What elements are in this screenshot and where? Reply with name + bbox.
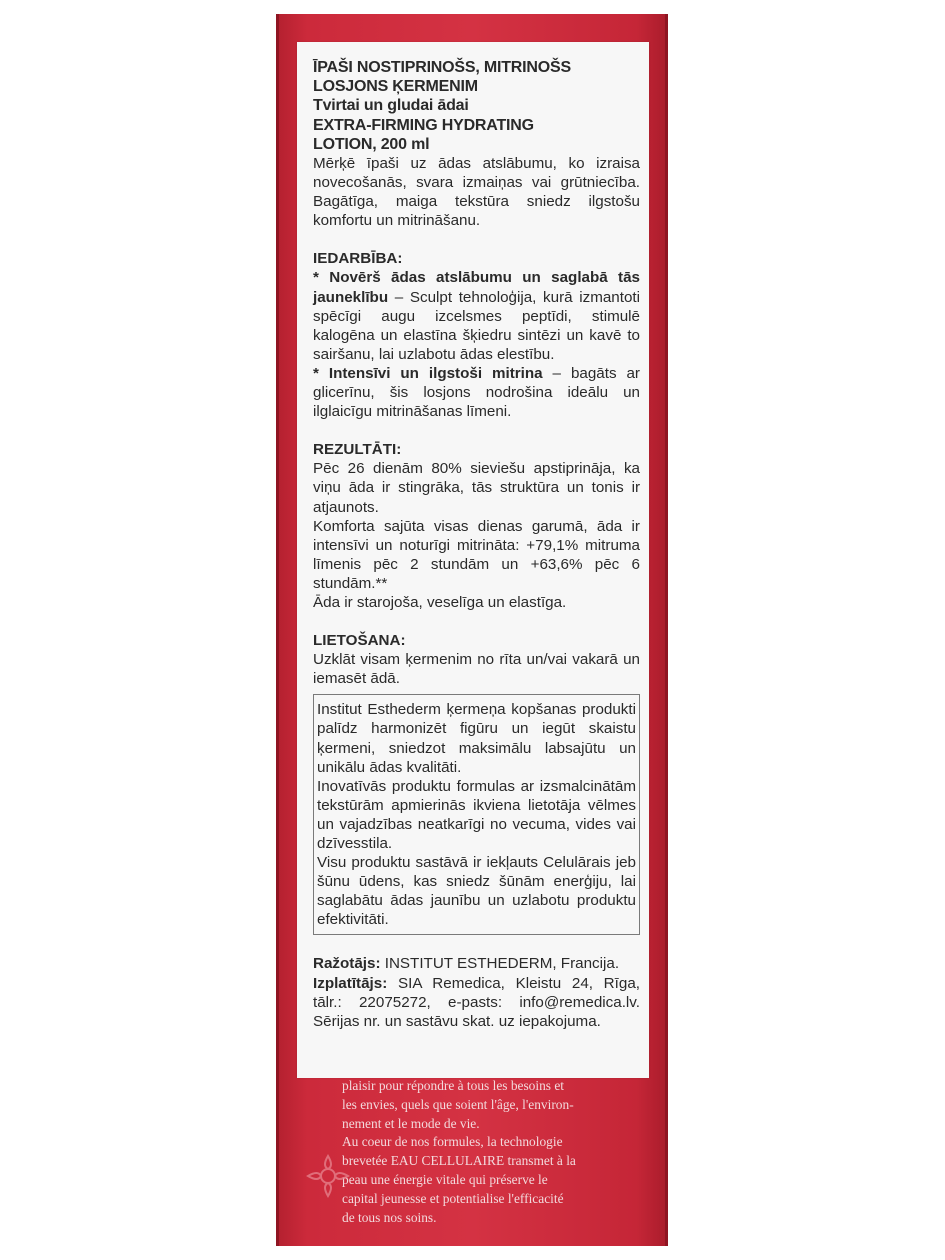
action-item-1-text: – Sculpt tehnoloģija, kurā izmantoti spēcīgi augu izcelsmes peptīdi, stimulē kalogēna un elastīna šķiedru sintēzi un kavē to sairšanu, lai uzlabotu ādas elestību. [313,288,640,363]
title-line: ĪPAŠI NOSTIPRINOŠS, MITRINOŠS [313,59,571,76]
intro-text: Mērķē īpaši uz ādas atslābumu, ko izraisa novecošanās, svara izmaiņas vai grūtniecība. Bagātīga, maiga tekstūra sniedz ilgstošu komfortu un mitrināšanu. [313,155,640,230]
french-line: peau une énergie vitale qui préserve le [342,1171,548,1187]
french-line: de tous nos soins. [342,1209,437,1225]
action-item-2-text: – bagāts ar glicerīnu, šis losjons nodrošina ideālu un ilglaicīgu mitrināšanas līmeni. [313,364,640,421]
title-line: EXTRA-FIRMING HYDRATING [313,116,534,134]
manufacturer-value: INSTITUT ESTHEDERM, Francija. [380,955,620,973]
french-line: les envies, quels que soient l'âge, l'environ- [342,1096,574,1112]
brand-info-1: Institut Esthederm ķermeņa kopšanas produkti palīdz harmonizēt figūru un iegūt skaistu ķermeni, sniedzot maksimālu labsajūtu un unikālu ādas kvalitāti. [317,701,636,776]
brand-info-box [313,694,640,935]
action-heading: IEDARBĪBA: [313,250,403,268]
brand-info-3: Visu produktu sastāvā ir iekļauts Celulārais jeb šūnu ūdens, kas sniedz šūnām enerģiju, lai saglabātu ādas jaunību un uzlabotu produktu efektivitāti. [317,854,636,929]
box-edge-right [665,14,668,1246]
french-line: plaisir pour répondre à tous les besoins et [342,1078,565,1093]
results-heading: REZULTĀTI: [313,441,402,459]
title-line: LOTION, 200 ml [313,135,430,153]
action-item-2 [313,364,640,421]
action-item-1-title: * Novērš ādas atslābumu un saglabā tās jauneklību [313,269,640,306]
french-line: nement et le mode de vie. [342,1115,480,1131]
product-title [313,58,640,154]
usage-text: Uzklāt visam ķermenim no rīta un/vai vakarā un iemasēt ādā. [313,651,640,688]
title-line: Tvirtai un gludai ādai [313,97,469,115]
results-text-3: Āda ir starojoša, veselīga un elastīga. [313,593,567,611]
french-line: capital jeunesse et potentialise l'efficacité [342,1190,564,1206]
distributor-value: SIA Remedica, Kleistu 24, Rīga, tālr.: 22075272, e-pasts: info@remedica.lv. Sērijas nr. un sastāvu skat. uz iepakojuma. [313,974,640,1030]
french-line: brevetée EAU CELLULAIRE transmet à la [342,1153,576,1169]
distributor-label: Izplatītājs: [313,974,388,992]
action-item-2-title: * Intensīvi un ilgstoši mitrina [313,364,543,382]
box-edge-left [276,14,279,1246]
results-text-2: Komforta sajūta visas dienas garumā, āda ir intensīvi un noturīgi mitrināta: +79,1% mitruma līmenis pēc 2 stundām un +63,6% pēc 6 stundām.** [313,517,640,592]
sticker-content [313,58,640,1031]
manufacturer-line [313,954,640,973]
french-line: Au coeur de nos formules, la technologie [342,1134,563,1150]
translation-sticker [297,42,649,1078]
results-text-1: Pēc 26 dienām 80% sieviešu apstiprināja, ka viņu āda ir stingrāka, tās struktūra un tonis ir atjaunots. [313,460,640,516]
distributor-line [313,974,640,1031]
title-line: LOSJONS ĶERMENIM [313,78,478,96]
brand-info-2: Inovatīvās produktu formulas ar izsmalcinātām tekstūrām apmierinās ikviena lietotāja vēlmes un vajadzības neatkarīgi no vecuma, vides vai dzīvesstila. [317,777,636,853]
flower-emblem-icon [298,1146,394,1206]
manufacturer-label: Ražotājs: [313,955,381,973]
usage-heading: LIETOŠANA: [313,632,406,650]
action-item-1 [313,268,640,363]
